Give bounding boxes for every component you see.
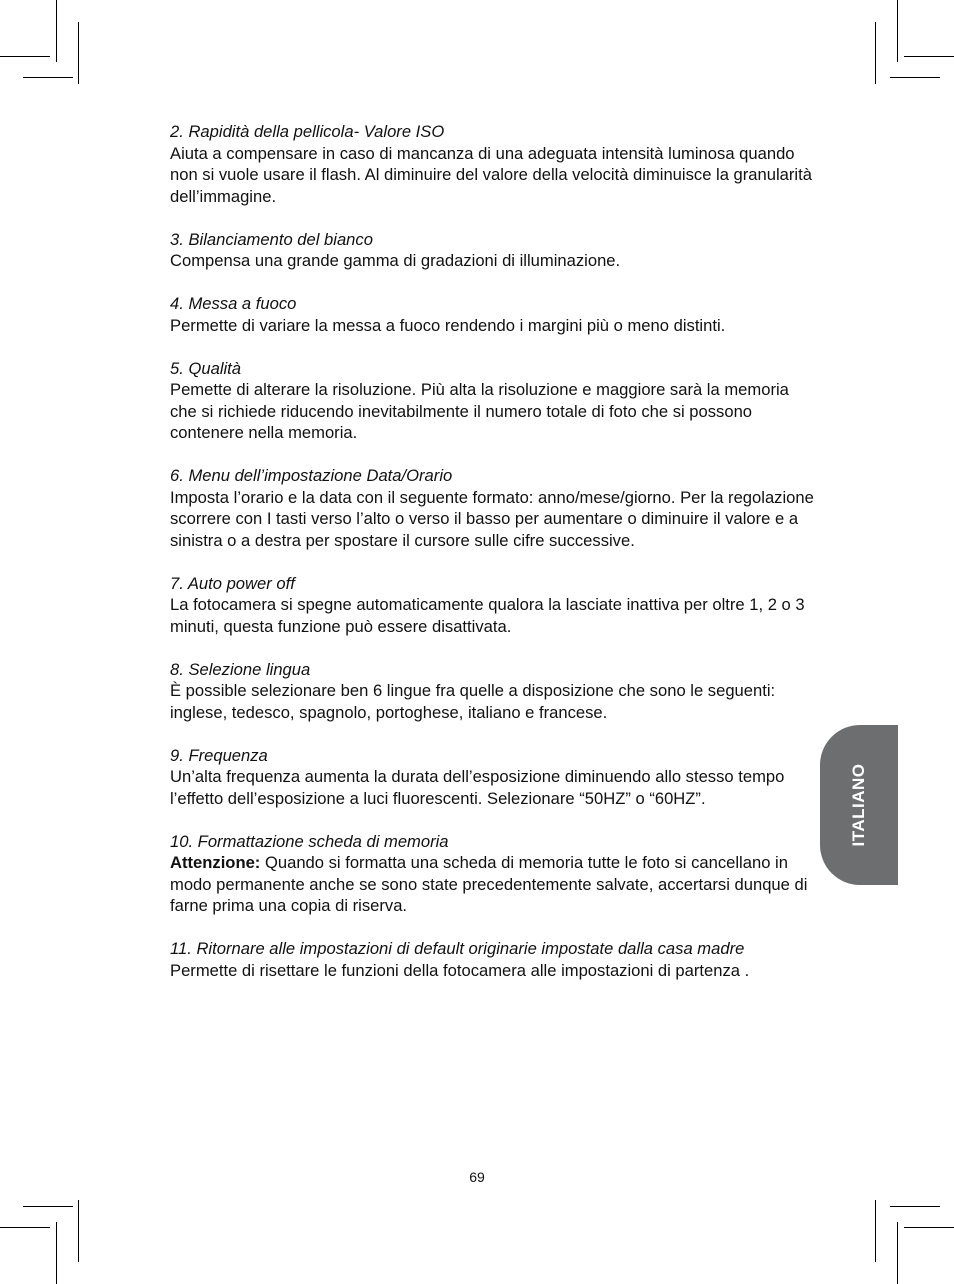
warning-text: Quando si formatta una scheda di memoria tutte le foto si cancellano in modo permanente anche se sono state precedentemente salvate, accertarsi dunque di farne prima una copia di riserva. [170, 853, 808, 915]
crop-mark [0, 56, 50, 57]
section-white-balance [170, 229, 820, 272]
section-auto-power-off [170, 573, 820, 638]
crop-mark [875, 22, 876, 84]
section-quality [170, 358, 820, 444]
section-title: 8. Selezione lingua [170, 659, 311, 679]
crop-mark [56, 0, 57, 62]
crop-mark [897, 0, 898, 62]
crop-mark [904, 56, 954, 57]
language-tab [820, 725, 898, 885]
page-number: 69 [469, 1169, 485, 1185]
section-title: 4. Messa a fuoco [170, 294, 297, 313]
crop-mark [78, 1200, 79, 1262]
crop-mark [890, 77, 940, 78]
crop-mark [897, 1222, 898, 1284]
section-title: 5. Qualità [170, 358, 242, 378]
section-title: 2. Rapidità della pellicola- Valore ISO [170, 122, 445, 141]
section-date-time [170, 465, 820, 551]
section-title: 7. Auto power off [170, 573, 295, 593]
crop-mark [23, 77, 73, 78]
section-body: La fotocamera si spegne automaticamente qualora la lasciate inattiva per oltre 1, 2 o 3 minuti, questa funzione può essere disattivata. [170, 595, 805, 636]
crop-mark [890, 1206, 940, 1207]
warning-label: Attenzione: [170, 853, 261, 872]
section-body [170, 852, 820, 917]
section-factory-reset [170, 938, 820, 981]
section-body: Pemette di alterare la risoluzione. Più alta la risoluzione e maggiore sarà la memoria che si richiede riducendo inevitabilmente il numero totale di foto che si possono contenere nella memoria. [170, 380, 789, 442]
section-format-card [170, 831, 820, 917]
section-language [170, 659, 820, 724]
crop-mark [78, 22, 79, 84]
section-body: Compensa una grande gamma di gradazioni di illuminazione. [170, 251, 621, 270]
section-body: Imposta l’orario e la data con il seguente formato: anno/mese/giorno. Per la regolazione scorrere con I tasti verso l’alto o verso il basso per aumentare o diminuire il valore e a sinistra o a destra per spostare il cursore sulle cifre successive. [170, 487, 814, 550]
section-body: Permette di risettare le funzioni della fotocamera alle impostazioni di partenza . [170, 960, 750, 980]
section-title: 9. Frequenza [170, 745, 268, 765]
section-title: 11. Ritornare alle impostazioni di default originarie impostate dalla casa madre [170, 939, 745, 958]
manual-page-content [170, 121, 820, 1003]
section-body: Un’alta frequenza aumenta la durata dell’esposizione diminuendo allo stesso tempo l’effetto dell’esposizione a luci fluorescenti. Selezionare “50HZ” o “60HZ”. [170, 767, 785, 808]
section-title: 3. Bilanciamento del bianco [170, 229, 373, 249]
section-title: 6. Menu dell’impostazione Data/Orario [170, 466, 453, 485]
crop-mark [904, 1227, 954, 1228]
crop-mark [875, 1200, 876, 1262]
section-focus [170, 293, 820, 336]
section-body: Aiuta a compensare in caso di mancanza di una adeguata intensità luminosa quando non si vuole usare il flash. Al diminuire del valore della velocità diminuisce la granularità dell’immagine. [170, 143, 812, 206]
crop-mark [23, 1206, 73, 1207]
crop-mark [0, 1227, 50, 1228]
section-body: Permette di variare la messa a fuoco rendendo i margini più o meno distinti. [170, 315, 726, 335]
crop-mark [56, 1222, 57, 1284]
section-title: 10. Formattazione scheda di memoria [170, 831, 449, 851]
section-body: È possible selezionare ben 6 lingue fra quelle a disposizione che sono le seguenti: inglese, tedesco, spagnolo, portoghese, italiano e francese. [170, 681, 776, 722]
section-frequency [170, 745, 820, 810]
section-iso [170, 121, 820, 207]
language-tab-label: ITALIANO [849, 763, 868, 847]
